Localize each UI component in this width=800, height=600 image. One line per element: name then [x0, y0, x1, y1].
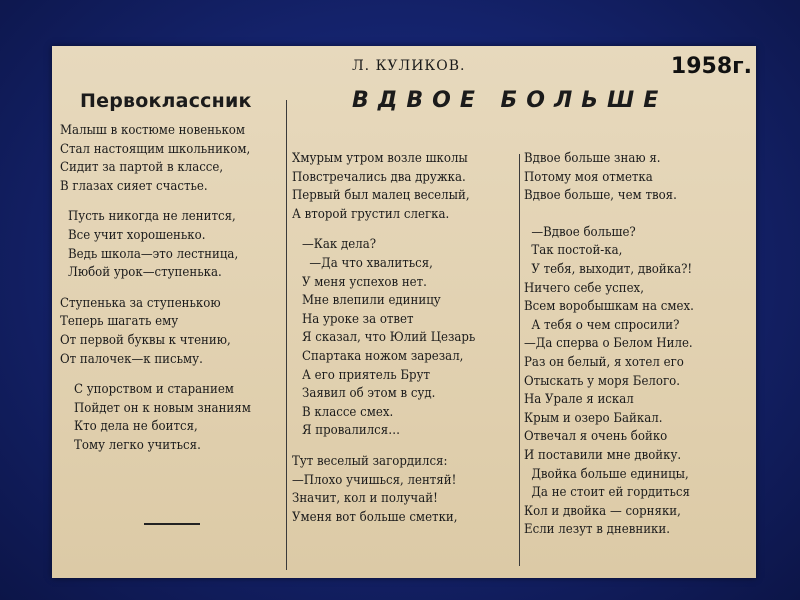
poem-line: А второй грустил слегка.: [292, 206, 450, 222]
poem-line: Так постой-ка,: [531, 243, 623, 259]
poem-author: Л. КУЛИКОВ.: [352, 58, 466, 74]
poem-line: —Да сперва о Белом Ниле.: [524, 336, 693, 352]
poem-line: Теперь шагать ему: [60, 314, 179, 330]
poem-line: Малыш в костюме новеньком: [60, 123, 246, 138]
poem-line: Кто дела не боится,: [74, 419, 198, 435]
poem-line: У меня успехов нет.: [302, 274, 427, 290]
stanza: [524, 224, 752, 540]
poem-line: Пусть никогда не ленится,: [68, 209, 236, 225]
stanza: [60, 208, 282, 282]
poem-line: От первой буквы к чтению,: [60, 332, 231, 348]
poem-line: На уроке за ответ: [302, 311, 414, 327]
poem-line: Мне влепили единицу: [302, 293, 441, 309]
stanza: [60, 381, 282, 455]
poem-line: —Вдвое больше?: [531, 224, 636, 240]
poem-line: Ведь школа—это лестница,: [68, 246, 239, 262]
poem-line: Ступенька за ступенькою: [60, 295, 221, 311]
poem-line: Спартака ножом зарезал,: [302, 348, 464, 364]
stanza: [292, 236, 517, 441]
column-divider: [519, 154, 520, 566]
poem-line: Да не стоит ей гордиться: [531, 485, 690, 501]
poem-twice-more-column-1: [292, 150, 517, 539]
poem-line: Хмурым утром возле школы: [292, 151, 468, 166]
poem-line: Крым и озеро Байкал.: [524, 410, 663, 426]
poem-line: А его приятель Брут: [302, 367, 431, 383]
column-divider: [286, 100, 287, 570]
poem-line: От палочек—к письму.: [60, 351, 203, 367]
poem-line: —Да что хвалиться,: [309, 255, 433, 271]
poem-line: Двойка больше единицы,: [531, 466, 689, 482]
poem-line: —Плохо учишься, лентяй!: [292, 472, 457, 488]
poem-title: Первоклассник: [80, 90, 252, 112]
poem-line: Потому моя отметка: [524, 169, 653, 185]
poem-line: В классе смех.: [302, 404, 394, 420]
poem-line: Пойдет он к новым знаниям: [74, 400, 251, 416]
poem-line: Уменя вот больше сметки,: [292, 509, 458, 525]
poem-line: —Как дела?: [302, 237, 377, 253]
poem-twice-more-column-2: [524, 150, 752, 552]
poem-line: Раз он белый, я хотел его: [524, 354, 684, 370]
poem-line: Вдвое больше знаю я.: [524, 151, 661, 166]
newspaper-clipping: [52, 46, 756, 578]
stanza: [524, 150, 752, 206]
poem-line: Вдвое больше, чем твоя.: [524, 188, 677, 204]
poem-first-grader: [60, 90, 282, 468]
poem-line: Любой урок—ступенька.: [68, 265, 222, 281]
poem-line: И поставили мне двойку.: [524, 447, 682, 463]
stanza: [60, 122, 282, 196]
poem-line: Если лезут в дневники.: [524, 522, 671, 538]
poem-line: У тебя, выходит, двойка?!: [531, 261, 693, 277]
poem-line: Кол и двойка — сорняки,: [524, 503, 681, 519]
poem-line: Первый был малец веселый,: [292, 188, 470, 204]
poem-line: Ничего себе успех,: [524, 280, 644, 296]
poem-line: С упорством и старанием: [74, 382, 234, 398]
poem-line: Тому легко учиться.: [74, 437, 201, 453]
poem-line: Все учит хорошенько.: [68, 227, 206, 243]
poem-line: В глазах сияет счастье.: [60, 178, 208, 194]
poem-line: Стал настоящим школьником,: [60, 141, 251, 157]
poem-title: ВДВОЕ БОЛЬШЕ: [352, 88, 668, 113]
end-rule: [144, 523, 200, 525]
poem-line: Я сказал, что Юлий Цезарь: [302, 330, 476, 346]
poem-line: Отыскать у моря Белого.: [524, 373, 680, 389]
year-badge: 1958г.: [670, 54, 752, 79]
poem-line: Сидит за партой в классе,: [60, 160, 224, 176]
stanza: [292, 150, 517, 224]
poem-line: Заявил об этом в суд.: [302, 386, 436, 402]
stanza: [292, 453, 517, 527]
poem-line: Отвечал я очень бойко: [524, 429, 668, 445]
poem-line: Я провалился…: [302, 423, 400, 439]
poem-line: Всем воробышкам на смех.: [524, 299, 694, 315]
poem-line: Повстречались два дружка.: [292, 169, 466, 185]
poem-line: Значит, кол и получай!: [292, 491, 438, 507]
poem-line: А тебя о чем спросили?: [531, 317, 680, 333]
stanza: [60, 295, 282, 369]
poem-line: Тут веселый загордился:: [292, 453, 448, 469]
poem-line: На Урале я искал: [524, 392, 634, 408]
